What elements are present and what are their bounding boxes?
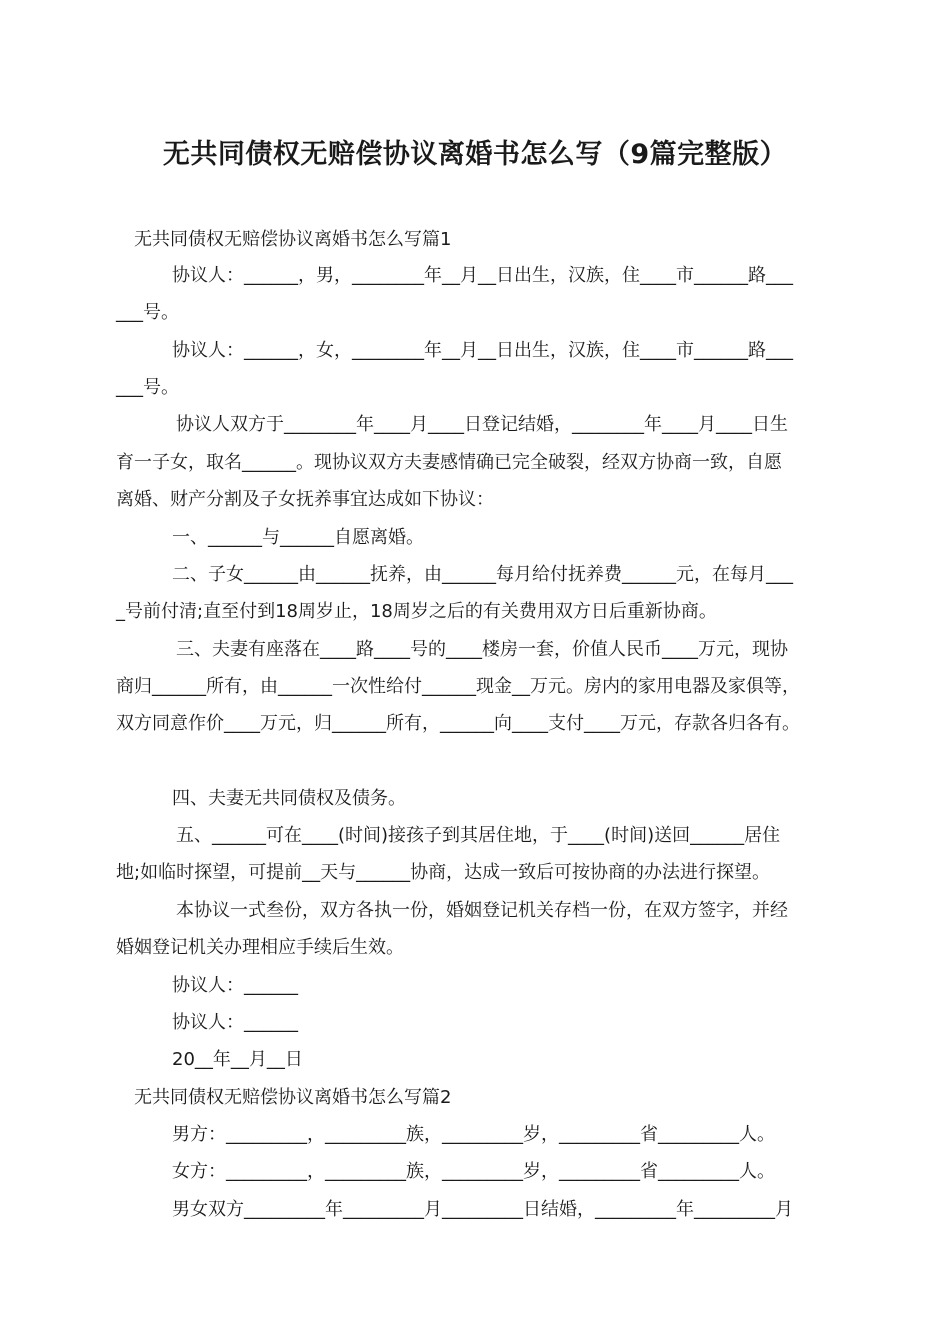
clause-2: 二、子女______由______抚养，由______每月给付抚养费______元，在每月___ (172, 564, 793, 585)
section-heading-1: 无共同债权无赔偿协议离婚书怎么写篇1 (134, 229, 452, 250)
clause-5: 五、______可在____(时间)接孩子到其居住地，于____(时间)送回______居住 (176, 825, 781, 846)
effect-clause-cont: 婚姻登记机关办理相应手续后生效。 (116, 937, 404, 958)
effect-clause: 本协议一式叁份，双方各执一份，婚姻登记机关存档一份，在双方签字，并经 (176, 900, 788, 921)
female-party-line: 女方：_________，_________族，_________岁，_________省_________人。 (172, 1161, 775, 1182)
party-line-female-cont: ___号。 (116, 377, 179, 398)
paragraph-line: 协议人双方于________年____月____日登记结婚，________年____月____日生 (176, 414, 788, 435)
party-line-female: 协议人：______，女，________年__月__日出生，汉族，住____市______路___ (172, 340, 793, 361)
clause-3-cont: 双方同意作价____万元，归______所有，______向____支付____万元，存款各归各有。 (116, 713, 800, 734)
paragraph-line: 育一子女，取名______。现协议双方夫妻感情确已完全破裂，经双方协商一致，自愿 (116, 452, 782, 473)
male-party-line: 男方：_________，_________族，_________岁，_________省_________人。 (172, 1124, 775, 1145)
section-heading-2: 无共同债权无赔偿协议离婚书怎么写篇2 (134, 1087, 452, 1108)
signature-line-2: 协议人：______ (172, 1012, 298, 1033)
clause-1: 一、______与______自愿离婚。 (172, 527, 424, 548)
clause-2-cont: _号前付清;直至付到18周岁止，18周岁之后的有关费用双方日后重新协商。 (116, 601, 717, 622)
document-title: 无共同债权无赔偿协议离婚书怎么写（9篇完整版） (162, 139, 788, 170)
clause-3-cont: 商归______所有，由______一次性给付______现金__万元。房内的家用电器及家俱等， (116, 676, 800, 697)
party-line-male-cont: ___号。 (116, 302, 179, 323)
marriage-date-line: 男女双方_________年_________月_________日结婚，_________年_________月 (172, 1199, 793, 1220)
date-line: 20__年__月__日 (172, 1049, 303, 1070)
paragraph-line: 离婚、财产分割及子女抚养事宜达成如下协议： (116, 489, 494, 510)
clause-5-cont: 地;如临时探望，可提前__天与______协商，达成一致后可按协商的办法进行探望。 (116, 862, 771, 883)
clause-4: 四、夫妻无共同债权及债务。 (172, 788, 406, 809)
party-line-male: 协议人：______，男，________年__月__日出生，汉族，住____市______路___ (172, 265, 793, 286)
clause-3: 三、夫妻有座落在____路____号的____楼房一套，价值人民币____万元，现协 (176, 639, 788, 660)
signature-line-1: 协议人：______ (172, 975, 298, 996)
